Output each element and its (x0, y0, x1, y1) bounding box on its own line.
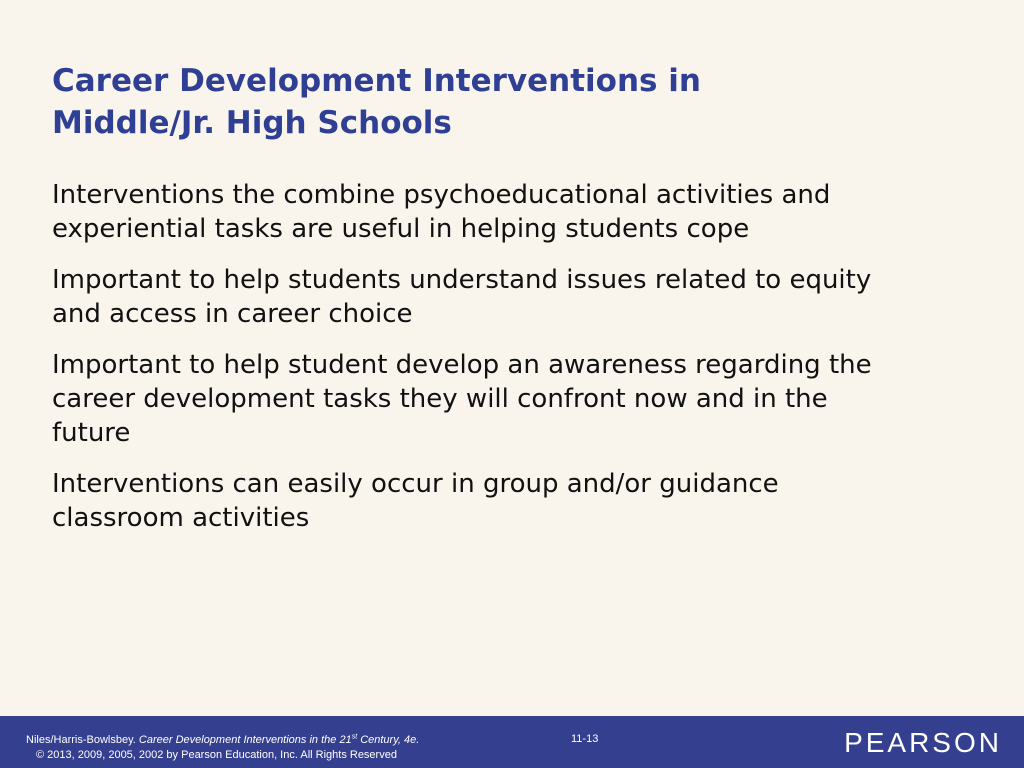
footer-book-title-superscript: st (351, 733, 358, 741)
footer-authors: Niles/Harris-Bowlsbey. (26, 734, 136, 746)
footer-book-title-prefix: Career Development Interventions in the 21 (138, 734, 352, 746)
footer-citation (26, 733, 419, 763)
slide-title (52, 60, 952, 144)
bullet-line: Interventions can easily occur in group and/or guidance (52, 469, 779, 499)
bullet-item (52, 263, 982, 331)
bullet-item (52, 178, 982, 246)
bullet-line: future (52, 418, 131, 448)
pearson-logo: PEARSON (844, 727, 1002, 758)
bullet-line: Important to help students understand issues related to equity (52, 265, 872, 295)
bullet-list (52, 178, 982, 552)
bullet-line: Important to help student develop an awareness regarding the (52, 350, 872, 380)
footer-copyright: © 2013, 2009, 2005, 2002 by Pearson Education, Inc. All Rights Reserved (36, 749, 397, 761)
bullet-line: career development tasks they will confront now and in the (52, 384, 828, 414)
bullet-line: experiential tasks are useful in helping students cope (52, 214, 750, 244)
bullet-line: Interventions the combine psychoeducational activities and (52, 180, 831, 210)
page-number: 11-13 (571, 733, 599, 745)
bullet-line: and access in career choice (52, 299, 413, 329)
slide-title-line: Career Development Interventions in (52, 63, 701, 99)
bullet-item (52, 348, 982, 450)
slide-title-line: Middle/Jr. High Schools (52, 105, 452, 141)
footer-book-title-suffix: Century, 4e. (357, 734, 420, 746)
footer-book-title (139, 734, 419, 746)
footer-bar (0, 716, 1024, 768)
bullet-line: classroom activities (52, 503, 310, 533)
bullet-item (52, 467, 982, 535)
